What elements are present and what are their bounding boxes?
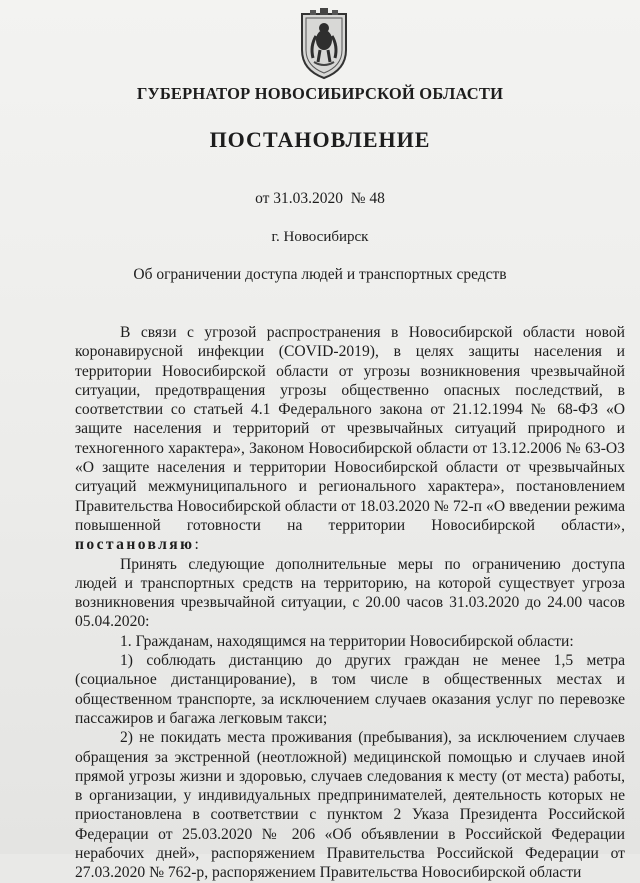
- preamble-text: В связи с угрозой распространения в Новосибирской области новой коронавирусной инфекции (COVID-2019), в целях защиты населения и территории Новосибирской области от угрозы возникновения чрезвычайной ситуации, предотвращения угрозы общественно опасных последствий, в соответствии со статьей 4.1 Федерального закона от 21.12.1994 № 68-ФЗ «О защите населения и территорий от чрезвычайных ситуаций природного и техногенного характера», Законом Новосибирской области от 13.12.2006 № 63-ОЗ «О защите населения и территории Новосибирской области от чрезвычайных ситуаций межмуниципального и регионального характера», постановлением Правительства Новосибирской области от 18.03.2020 № 72-п «О введении режима повышенной готовности на территории Новосибирской области»,: [75, 324, 625, 534]
- governor-title: ГУБЕРНАТОР НОВОСИБИРСКОЙ ОБЛАСТИ: [136, 84, 504, 103]
- clause-1: 1. Гражданам, находящимся на территории Новосибирской области:: [120, 632, 574, 650]
- document-type: ПОСТАНОВЛЕНИЕ: [209, 127, 431, 152]
- decree-word: постановляю: [75, 536, 195, 554]
- document-body: [75, 323, 625, 883]
- clause-1-1: 1) соблюдать дистанцию до других граждан не менее 1,5 метра (социальное дистанцирование), в том числе в общественных местах и общественном транспорте, за исключением случаев оказания услуг по перевозке пассажиров и багажа легковым такси;: [75, 652, 625, 727]
- document-subject: Об ограничении доступа людей и транспортных средств: [133, 266, 507, 283]
- decree-colon: :: [194, 536, 199, 554]
- document-city: г. Новосибирск: [271, 229, 369, 245]
- coat-of-arms-icon: [296, 6, 352, 80]
- document-date-number: от 31.03.2020 № 48: [255, 190, 385, 207]
- clause-1-2: 2) не покидать места проживания (пребывания), за исключением случаев обращения за экстренной (неотложной) медицинской помощью и случаев иной прямой угрозы жизни и здоровью, случаев следования к месту (от места) работы, в организации, у индивидуальных предпринимателей, деятельность которых не приостановлена в соответствии с пунктом 2 Указа Президента Российской Федерации от 25.03.2020 № 206 «Об объявлении в Российской Федерации нерабочих дней», распоряжением Правительства Российской Федерации от 27.03.2020 № 762-р, распоряжением Правительства Новосибирской области: [75, 729, 625, 882]
- preamble-paragraph: [75, 323, 625, 555]
- intro-paragraph: Принять следующие дополнительные меры по ограничению доступа людей и транспортных средств на территорию, на которой существует угроза возникновения чрезвычайной ситуации, с 20.00 часов 31.03.2020 до 24.00 часов 05.04.2020:: [75, 555, 625, 631]
